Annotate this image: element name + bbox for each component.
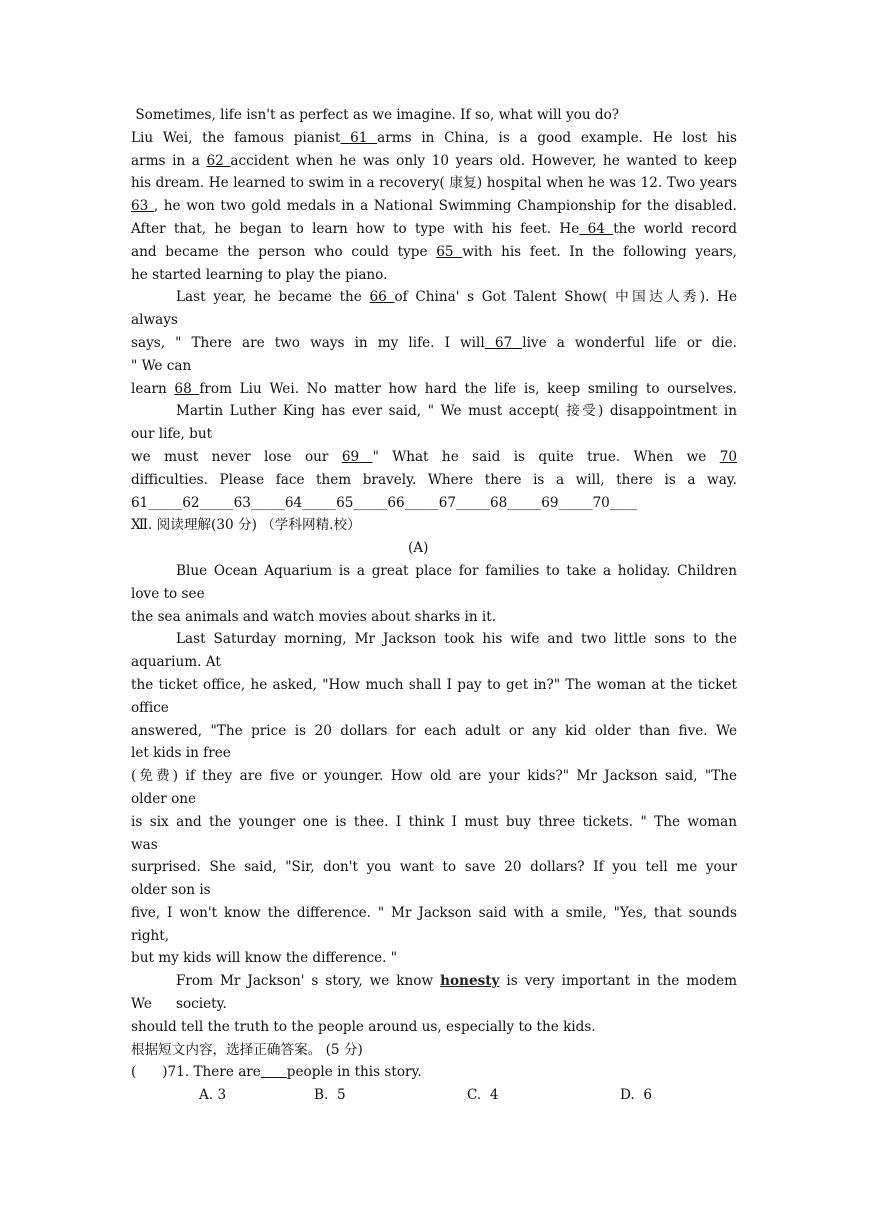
option-a[interactable]: A. 3 [199,1087,227,1104]
cloze-line [131,332,737,355]
blank-67: 67 [484,334,523,351]
passage-line: but my kids will know the difference. " [131,950,398,967]
cloze-line [131,127,737,150]
cloze-line [131,378,737,401]
text: with his feet. In the following years, [462,243,737,260]
text: people in this story. [286,1064,422,1081]
option-b[interactable]: B. 5 [314,1087,346,1104]
blank-68: 68 [174,380,200,397]
cloze-line [131,286,737,309]
passage-line: answered, "The price is 20 dollars for each adult or any kid older than five. We [131,722,737,739]
cloze-line: he started learning to play the piano. [131,266,388,283]
text: , he won two gold medals in a National Swimming Championship for the disabled. [153,198,737,215]
cloze-line [131,241,737,264]
passage-line: was [131,836,158,853]
cloze-line: always [131,312,178,329]
text: and became the person who could type [131,243,437,260]
cloze-line: his dream. He learned to swim in a recovery( 康复) hospital when he was 12. Two years [131,175,737,192]
text: After that, he began to learn how to type with his feet. He [131,220,580,237]
keyword-honesty: honesty [440,973,500,990]
text: ( )71. There are [131,1064,261,1081]
cloze-line: difficulties. Please face them bravely. Where there is a will, there is a way. [131,471,737,488]
text: " What he said is quite true. When we [372,448,720,465]
passage-line: let kids in free [131,745,231,762]
section-title: Ⅻ. 阅读理解(30 分) （学科网精.校） [131,517,361,534]
blank-65: 65 [436,243,463,260]
passage-line: older son is [131,882,211,899]
text: says, " There are two ways in my life. I will [131,334,485,351]
text: Liu Wei, the famous pianist [131,129,341,146]
option-d[interactable]: D. 6 [620,1087,653,1104]
passage-line: aquarium. At [131,654,221,671]
cloze-line [131,218,737,241]
options-row [131,1084,737,1107]
text: the world record [613,220,737,237]
passage-line: Last Saturday morning, Mr Jackson took his wife and two little sons to the [176,631,737,648]
instruction: 根据短文内容，选择正确答案。 (5 分) [131,1041,363,1058]
passage-line: is six and the younger one is thee. I think I must buy three tickets. " The woman [131,813,737,830]
passage-line: the sea animals and watch movies about sharks in it. [131,608,497,625]
text: is very important in the modem society. [176,973,738,1013]
blank-61: 61 [340,129,378,146]
passage-line: surprised. She said, "Sir, don't you want to save 20 dollars? If you tell me your [131,859,737,876]
answer-blank[interactable] [261,1064,287,1080]
exam-page [131,104,737,1107]
text: arms in China, is a good example. He lost his [377,129,737,146]
passage-line: We [131,996,152,1013]
cloze-line: " We can [131,357,192,374]
passage-line [131,970,738,1013]
cloze-intro: Sometimes, life isn't as perfect as we imagine. If so, what will you do? [131,107,620,123]
text: live a wonderful life or die. [522,334,737,351]
blank-69: 69 [341,448,373,465]
text: arms in a [131,152,207,169]
blank-63: 63 [131,198,154,215]
text: of China' s Got Talent Show( 中国达人秀). He [394,289,737,306]
text: learn [131,380,175,397]
text: Last year, he became the [176,289,370,306]
blank-66: 66 [369,289,395,306]
option-c[interactable]: C. 4 [467,1087,499,1104]
passage-line: love to see [131,585,205,602]
passage-line: the ticket office, he asked, "How much shall I pay to get in?" The woman at the ticket [131,676,737,693]
question-71 [131,1061,737,1084]
text: From Mr Jackson' s story, we know [176,973,441,990]
text: from Liu Wei. No matter how hard the life is, keep smiling to ourselves. [199,380,737,397]
answer-line: 61_____62_____63_____64_____65_____66_____67_____68_____69_____70____ [131,494,638,511]
text: we must never lose our [131,448,342,465]
part-label: (A) [408,540,429,557]
blank-64: 64 [579,220,614,237]
blank-62: 62 [206,152,231,169]
cloze-line: Martin Luther King has ever said, " We must accept( 接受) disappointment in [176,403,737,420]
passage-line: Blue Ocean Aquarium is a great place for families to take a holiday. Children [176,562,737,579]
cloze-line [131,446,737,469]
passage-line: five, I won't know the difference. " Mr Jackson said with a smile, "Yes, that sounds [131,904,737,921]
passage-line: (免费) if they are five or younger. How old are your kids?" Mr Jackson said, "The [131,768,737,785]
passage-line: older one [131,790,197,807]
text: accident when he was only 10 years old. However, he wanted to keep [230,152,738,169]
passage-line: right, [131,927,170,944]
blank-70: 70 [719,448,737,465]
passage-line: should tell the truth to the people around us, especially to the kids. [131,1018,596,1035]
passage-line: office [131,699,169,716]
cloze-line [131,150,737,173]
cloze-line [131,195,737,218]
cloze-line: our life, but [131,426,213,443]
